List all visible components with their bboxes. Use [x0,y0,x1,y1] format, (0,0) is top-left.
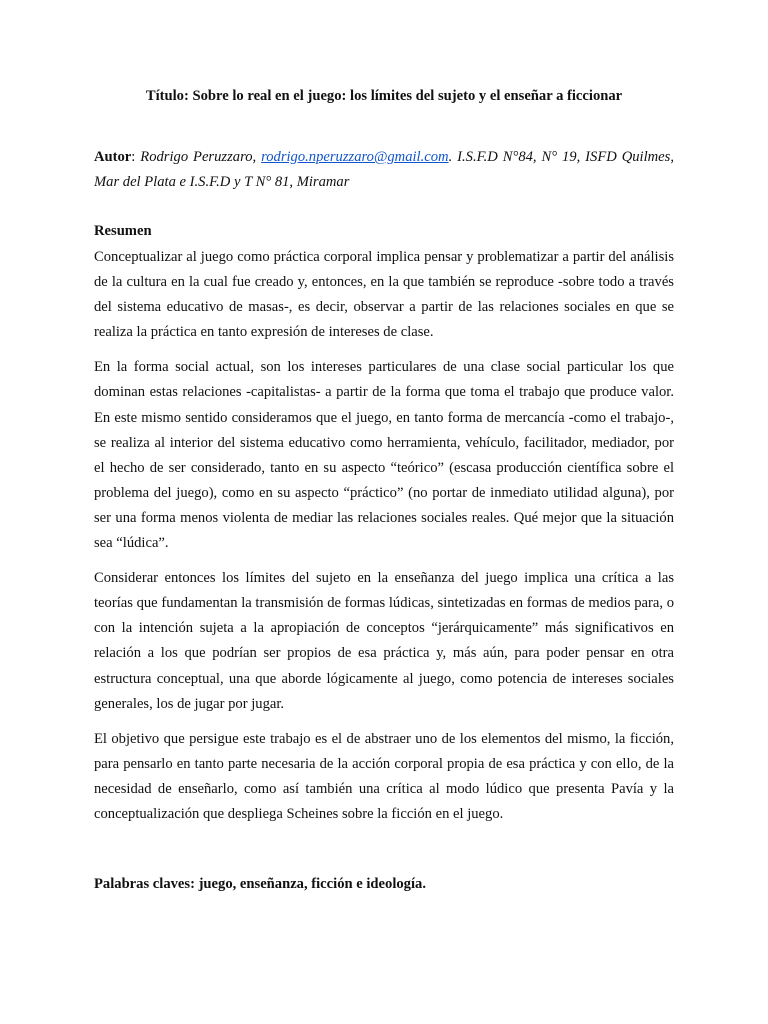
author-affiliation: . I.S.F.D N°84, N° 19, ISFD Quilmes, Mar del Plata e I.S.F.D y T N° 81, Miramar [94,149,674,190]
abstract-body [94,245,674,837]
author-line [94,145,674,195]
keywords-line: Palabras claves: juego, enseñanza, ficción e ideología. [94,876,426,892]
author-email-link[interactable]: rodrigo.nperuzzaro@gmail.com [261,149,449,165]
abstract-paragraph: En la forma social actual, son los intereses particulares de una clase social particular los que dominan estas relaciones -capitalistas- a partir de la forma que toma el trabajo que produce valor. En este mismo sentido consideramos que el juego, en tanto forma de mercancía -como el trabajo-, se realiza al interior del sistema educativo como herramienta, vehículo, facilitador, mediador, por el hecho de ser considerado, tanto en su aspecto “teórico” (escasa producción científica sobre el problema del juego), como en su aspecto “práctico” (no portar de inmediato utilidad alguna), por ser una forma menos violenta de mediar las relaciones sociales reales. Qué mejor que la situación sea “lúdica”. [94,359,674,552]
abstract-paragraph: Considerar entonces los límites del sujeto en la enseñanza del juego implica una crítica a las teorías que fundamentan la transmisión de formas lúdicas, sintetizadas en formas de medios para, o con la intención sujeta a la apropiación de conceptos “jerárquicamente” más significativos en relación a los que podrían ser propios de esa práctica y, más aún, para poder pensar en otra estructura conceptual, una que aborde lógicamente al juego, como potencia de intereses sociales generales, los de jugar por jugar. [94,570,674,712]
author-name: Rodrigo Peruzzaro, [140,149,262,165]
abstract-paragraph: Conceptualizar al juego como práctica corporal implica pensar y problematizar a partir del análisis de la cultura en la cual fue creado y, entonces, en la que también se reproduce -sobre todo a través del sistema educativo de masas-, es decir, observar a partir de las relaciones sociales en que se realiza la práctica en tanto expresión de intereses de clase. [94,249,674,341]
document-title: Título: Sobre lo real en el juego: los límites del sujeto y el enseñar a ficcionar [145,88,623,104]
abstract-paragraph: El objetivo que persigue este trabajo es el de abstraer uno de los elementos del mismo, la ficción, para pensarlo en tanto parte necesaria de la acción corporal propia de esa práctica y con ello, de la necesidad de enseñarlo, como así también una crítica al modo lúdico que presenta Pavía y la conceptualización que despliega Scheines sobre la ficción en el juego. [94,730,674,822]
abstract-heading: Resumen [94,223,152,239]
author-separator: : [131,149,141,165]
author-label: Autor [94,149,132,165]
